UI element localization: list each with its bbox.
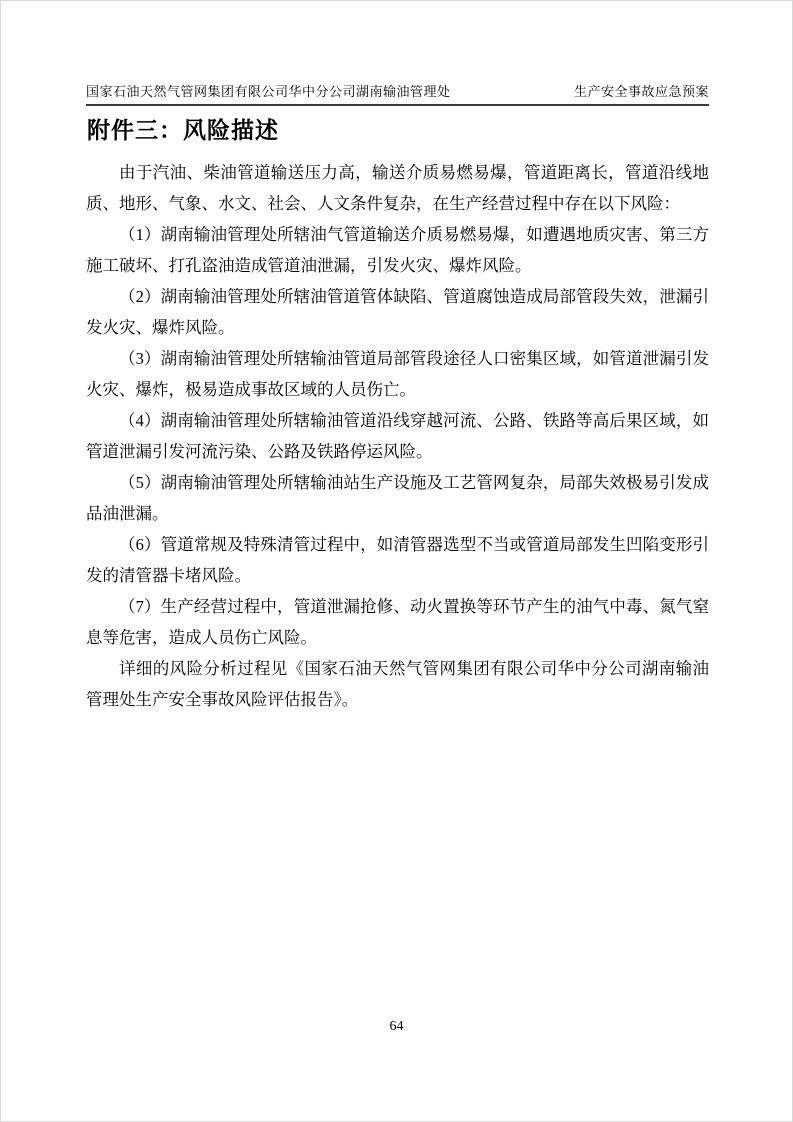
header-document-type: 生产安全事故应急预案 bbox=[573, 84, 709, 99]
paragraph-item-7: （7）生产经营过程中，管道泄漏抢修、动火置换等环节产生的油气中毒、氮气窒息等危害，造成人员伤亡风险。 bbox=[86, 597, 709, 647]
page-footer bbox=[1, 1019, 792, 1035]
paragraph-item-2: （2）湖南输油管理处所辖油管道管体缺陷、管道腐蚀造成局部管段失效，泄漏引发火灾、爆炸风险。 bbox=[86, 287, 709, 337]
paragraph-item-1: （1）湖南输油管理处所辖油气管道输送介质易燃易爆，如遭遇地质灾害、第三方施工破坏、打孔盗油造成管道油泄漏，引发火灾、爆炸风险。 bbox=[86, 225, 709, 275]
paragraph-item-3: （3）湖南输油管理处所辖输油管道局部管段途径人口密集区域，如管道泄漏引发火灾、爆炸，极易造成事故区域的人员伤亡。 bbox=[86, 349, 709, 399]
paragraph-intro: 由于汽油、柴油管道输送压力高，输送介质易燃易爆，管道距离长，管道沿线地质、地形、气象、水文、社会、人文条件复杂，在生产经营过程中存在以下风险： bbox=[86, 163, 709, 213]
paragraph-item-4: （4）湖南输油管理处所辖输油管道沿线穿越河流、公路、铁路等高后果区域，如管道泄漏引发河流污染、公路及铁路停运风险。 bbox=[86, 411, 709, 461]
page-title: 附件三：风险描述 bbox=[87, 117, 279, 143]
page-header bbox=[86, 81, 709, 106]
header-organization: 国家石油天然气管网集团有限公司华中分公司湖南输油管理处 bbox=[86, 84, 451, 99]
paragraph-item-6: （6）管道常规及特殊清管过程中，如清管器选型不当或管道局部发生凹陷变形引发的清管器卡堵风险。 bbox=[86, 535, 709, 585]
document-body bbox=[86, 157, 709, 715]
paragraph-item-5: （5）湖南输油管理处所辖输油站生产设施及工艺管网复杂，局部失效极易引发成品油泄漏。 bbox=[86, 473, 709, 523]
page-number: 64 bbox=[389, 1019, 404, 1034]
paragraph-closing: 详细的风险分析过程见《国家石油天然气管网集团有限公司华中分公司湖南输油管理处生产安全事故风险评估报告》。 bbox=[86, 659, 709, 709]
